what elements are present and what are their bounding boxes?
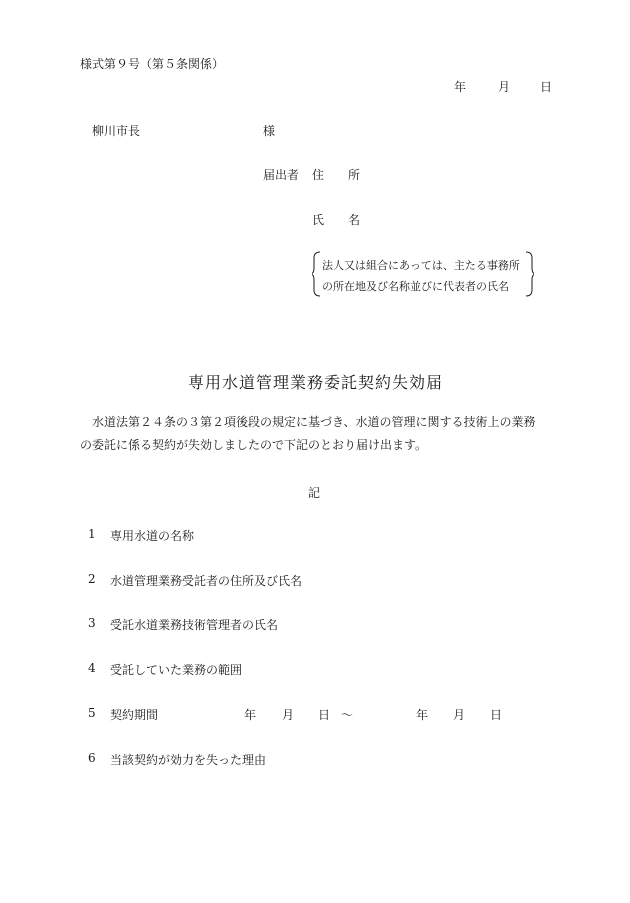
item-1-label: 専用水道の名称 bbox=[110, 529, 195, 543]
item-6-number: 6 bbox=[88, 751, 96, 765]
note-line-2: の所在地及び名称並びに代表者の氏名 bbox=[322, 280, 509, 293]
ki-label: 記 bbox=[308, 486, 321, 500]
item-3-label: 受託水道業務技術管理者の氏名 bbox=[110, 618, 279, 632]
addressee-honorific: 様 bbox=[263, 124, 276, 138]
addressee-name: 柳川市長 bbox=[92, 124, 141, 138]
notifier-label: 届出者 bbox=[263, 168, 300, 182]
address-label: 住 所 bbox=[312, 168, 361, 182]
name-label: 氏 名 bbox=[312, 213, 361, 227]
body-line-1: 水道法第２４条の３第２項後段の規定に基づき、水道の管理に関する技術上の業務 bbox=[80, 415, 536, 429]
item-2-number: 2 bbox=[88, 572, 96, 586]
item-1-number: 1 bbox=[88, 527, 96, 541]
document-title: 専用水道管理業務委託契約失効届 bbox=[188, 373, 444, 392]
date-year: 年 bbox=[454, 80, 467, 94]
item-2-label: 水道管理業務受託者の住所及び氏名 bbox=[110, 574, 303, 588]
period-start-month: 月 bbox=[282, 708, 295, 722]
item-5-label: 契約期間 bbox=[110, 708, 159, 722]
period-end-month: 月 bbox=[453, 708, 466, 722]
form-number: 様式第９号（第５条関係） bbox=[80, 57, 225, 71]
item-5-number: 5 bbox=[88, 706, 96, 720]
item-4-number: 4 bbox=[88, 661, 96, 675]
body-line-2: の委託に係る契約が失効しましたので下記のとおり届け出ます。 bbox=[80, 438, 428, 452]
period-tilde: ～ bbox=[341, 708, 354, 722]
date-day: 日 bbox=[540, 80, 553, 94]
period-start-year: 年 bbox=[244, 708, 257, 722]
note-line-1: 法人又は組合にあっては、主たる事務所 bbox=[322, 259, 520, 272]
item-4-label: 受託していた業務の範囲 bbox=[110, 663, 243, 677]
period-end-year: 年 bbox=[416, 708, 429, 722]
item-6-label: 当該契約が効力を失った理由 bbox=[110, 753, 267, 767]
corporate-note bbox=[312, 251, 534, 297]
date-month: 月 bbox=[498, 80, 511, 94]
body-paragraph bbox=[80, 411, 555, 457]
item-3-number: 3 bbox=[88, 616, 96, 630]
period-start-day: 日 bbox=[318, 708, 331, 722]
period-end-day: 日 bbox=[490, 708, 503, 722]
